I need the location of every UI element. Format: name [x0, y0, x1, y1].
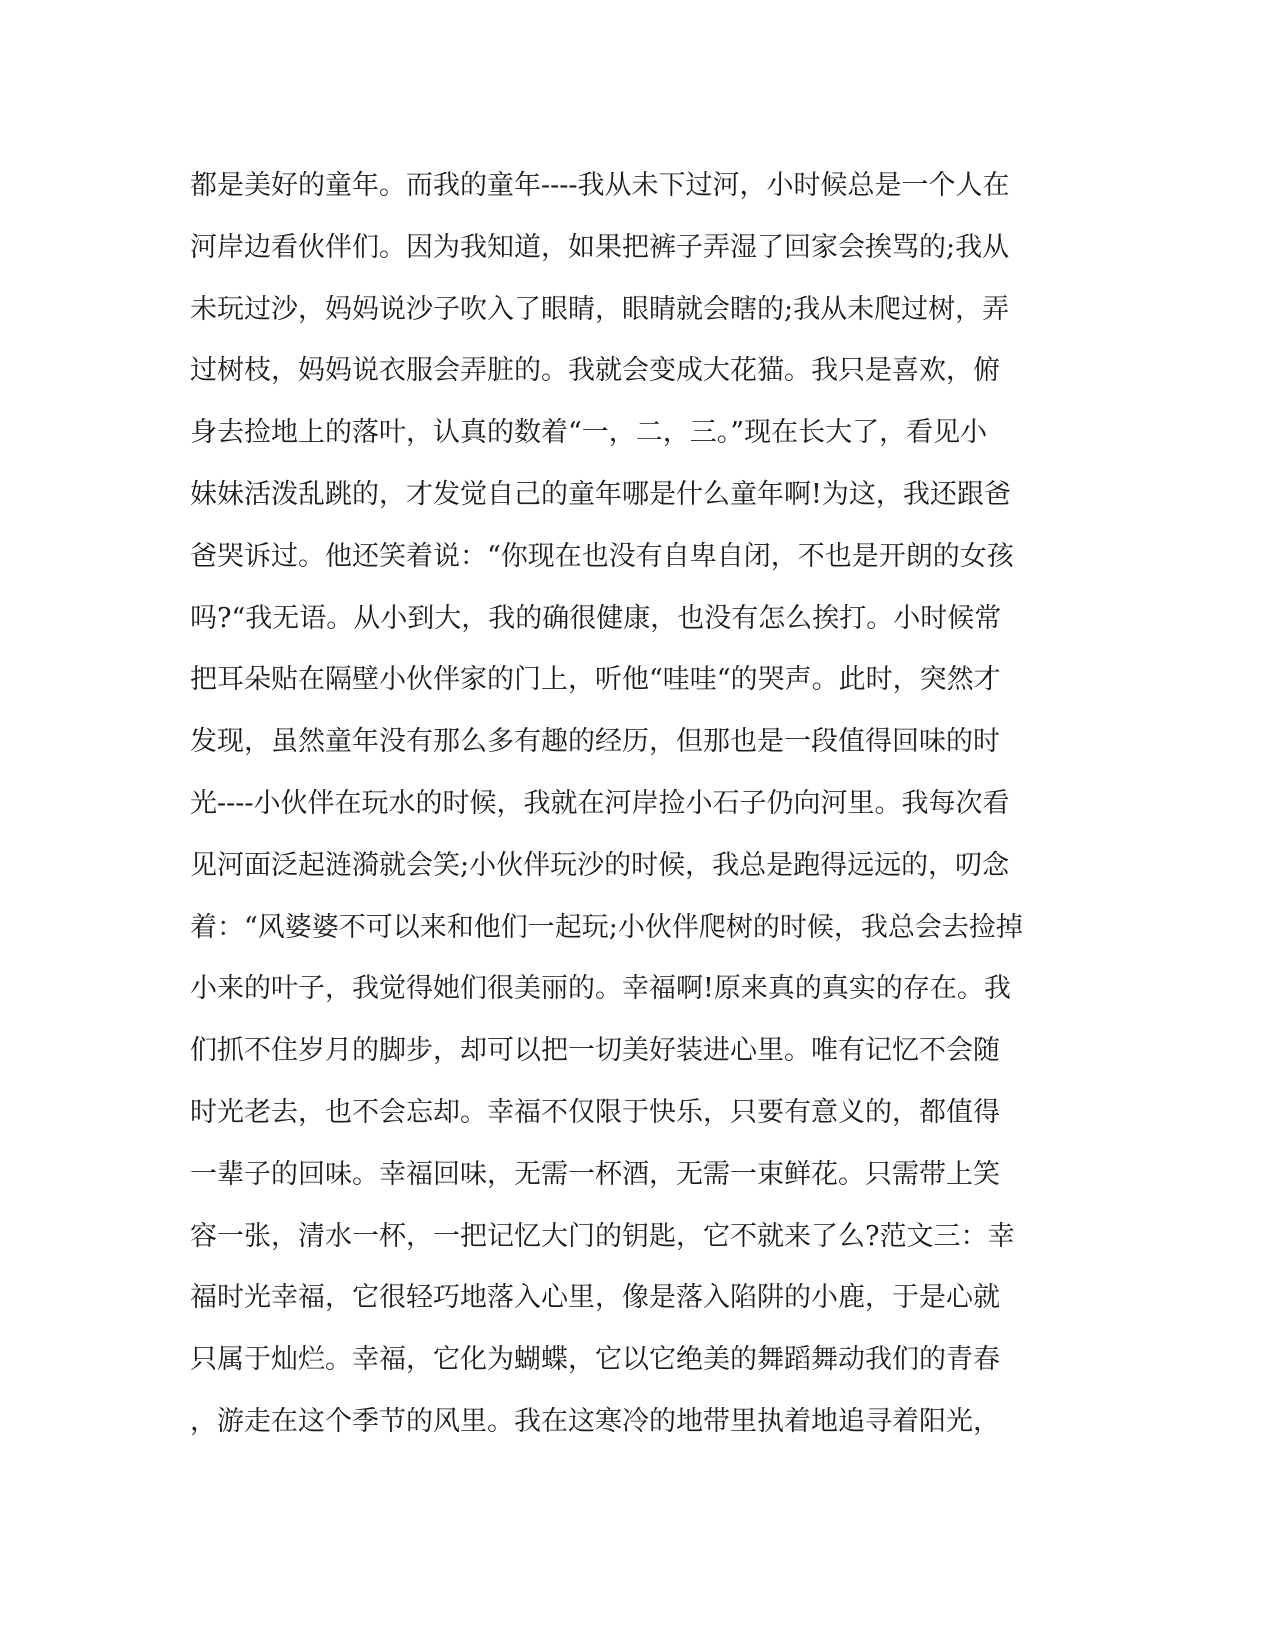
text-line-11: 光----小伙伴在玩水的时候，我就在河岸捡小石子仍向河里。我每次看	[190, 787, 1010, 819]
body-text	[190, 166, 1090, 1464]
text-line-1: 都是美好的童年。而我的童年----我从未下过河，小时候总是一个人在	[190, 170, 1010, 201]
text-line-12: 见河面泛起涟漪就会笑;小伙伴玩沙的时候，我总是跑得远远的，叨念	[190, 849, 1010, 881]
text-line-10: 发现，虽然童年没有那么多有趣的经历，但那也是一段值得回味的时	[190, 726, 1000, 758]
text-line-2: 河岸边看伙伴们。因为我知道，如果把裤子弄湿了回家会挨骂的;我从	[190, 231, 1010, 263]
text-line-19: 福时光幸福，它很轻巧地落入心里，像是落入陷阱的小鹿，于是心就	[190, 1282, 1000, 1314]
text-line-21: ，游走在这个季节的风里。我在这寒冷的地带里执着地追寻着阳光，	[190, 1405, 1000, 1437]
text-line-14: 小来的叶子，我觉得她们很美丽的。幸福啊!原来真的真实的存在。我	[190, 973, 1011, 1005]
text-line-5: 身去捡地上的落叶，认真的数着“一，二，三。”现在长大了，看见小	[190, 417, 988, 449]
text-line-13: 着：“风婆婆不可以来和他们一起玩;小伙伴爬树的时候，我总会去捡掉	[190, 911, 1023, 943]
text-line-15: 们抓不住岁月的脚步，却可以把一切美好装进心里。唯有记忆不会随	[190, 1035, 1000, 1067]
text-line-6: 妹妹活泼乱跳的，才发觉自己的童年哪是什么童年啊!为这，我还跟爸	[190, 478, 1011, 510]
text-line-16: 时光老去，也不会忘却。幸福不仅限于快乐，只要有意义的，都值得	[190, 1096, 1000, 1128]
text-line-20: 只属于灿烂。幸福，它化为蝴蝶，它以它绝美的舞蹈舞动我们的青春	[190, 1344, 1000, 1376]
text-line-18: 容一张，清水一杯，一把记忆大门的钥匙，它不就来了么?范文三：幸	[190, 1220, 1015, 1252]
text-line-9: 把耳朵贴在隔壁小伙伴家的门上，听他“哇哇“的哭声。此时，突然才	[190, 664, 1001, 696]
text-line-17: 一辈子的回味。幸福回味，无需一杯酒，无需一束鲜花。只需带上笑	[190, 1158, 1000, 1190]
text-line-8: 吗?“我无语。从小到大，我的确很健康，也没有怎么挨打。小时候常	[190, 602, 1002, 634]
text-line-4: 过树枝，妈妈说衣服会弄脏的。我就会变成大花猫。我只是喜欢，俯	[190, 355, 1000, 387]
text-line-3: 未玩过沙，妈妈说沙子吹入了眼睛，眼睛就会瞎的;我从未爬过树，弄	[190, 293, 1010, 325]
text-line-7: 爸哭诉过。他还笑着说：“你现在也没有自卑自闭，不也是开朗的女孩	[190, 540, 1014, 572]
